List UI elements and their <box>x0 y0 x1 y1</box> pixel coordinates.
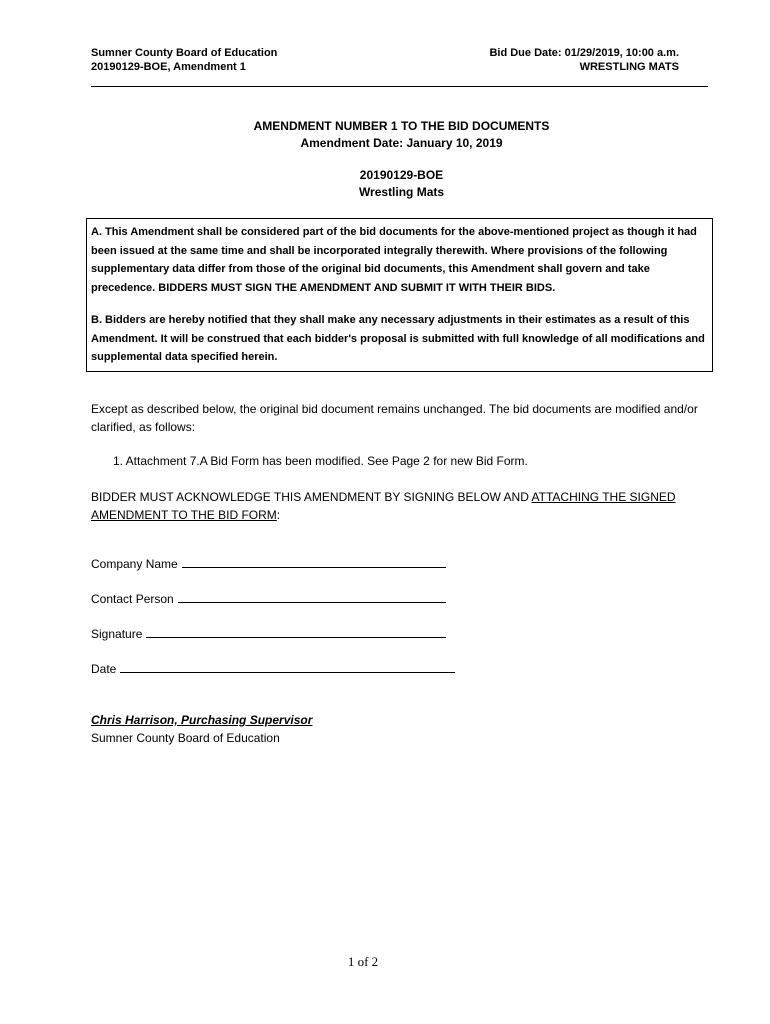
date-label: Date <box>91 662 117 676</box>
acknowledge-paragraph <box>91 488 712 524</box>
date-line[interactable] <box>120 671 455 673</box>
signature-line[interactable] <box>146 636 446 638</box>
signature-label: Signature <box>91 627 143 641</box>
except-paragraph: Except as described below, the original bid document remains unchanged. The bid documents are modified and/or clarified, as follows: <box>91 402 698 434</box>
notice-box <box>86 218 713 372</box>
page-number: 1 of 2 <box>347 954 379 969</box>
bid-number: 20190129-BOE <box>359 168 444 182</box>
contact-person-field[interactable] <box>91 591 446 607</box>
notice-paragraph-b: B. Bidders are hereby notified that they shall make any necessary adjustments in their estimates as a result of this Amendment. It will be construed that each bidder's proposal is submitted with full knowledge of all modifications and supplemental data specified herein. <box>91 314 705 363</box>
header-divider <box>91 86 708 87</box>
signer-organization: Sumner County Board of Education <box>91 731 280 745</box>
header-due-date: Bid Due Date: 01/29/2019, 10:00 a.m. <box>489 47 679 59</box>
bid-subject: Wrestling Mats <box>358 185 445 199</box>
header-left <box>91 46 277 74</box>
list-item: 1. Attachment 7.A Bid Form has been modified. See Page 2 for new Bid Form. <box>113 454 528 468</box>
acknowledge-end: : <box>276 508 281 522</box>
notice-paragraph-a: A. This Amendment shall be considered part of the bid documents for the above-mentioned project as though it had been issued at the same time and shall be incorporated integrally therewith. Where provisions of the following supplementary data differ from those of the original bid documents, this Amendment shall govern and take precedence. BIDDERS MUST SIGN THE AMENDMENT AND SUBMIT IT WITH THEIR BIDS. <box>91 226 697 294</box>
header-organization: Sumner County Board of Education <box>91 47 278 59</box>
signature-field[interactable] <box>91 626 446 642</box>
signer-name: Chris Harrison, Purchasing Supervisor <box>91 713 313 727</box>
header-right <box>489 46 679 74</box>
acknowledge-text: BIDDER MUST ACKNOWLEDGE THIS AMENDMENT BY SIGNING BELOW AND <box>91 490 532 504</box>
contact-person-label: Contact Person <box>91 592 174 606</box>
date-field[interactable] <box>91 661 455 677</box>
acknowledge-underlined-text: ATTACHING THE SIGNED AMENDMENT TO THE BID FORM <box>91 490 676 522</box>
document-title: AMENDMENT NUMBER 1 TO THE BID DOCUMENTS <box>253 119 550 133</box>
contact-person-line[interactable] <box>178 601 446 603</box>
company-name-line[interactable] <box>182 566 446 568</box>
header-bid-number: 20190129-BOE, Amendment 1 <box>91 61 246 73</box>
amendment-date: Amendment Date: January 10, 2019 <box>300 136 503 150</box>
title-block <box>91 118 712 201</box>
header-subject: WRESTLING MATS <box>579 61 679 73</box>
company-name-label: Company Name <box>91 557 178 571</box>
company-name-field[interactable] <box>91 556 446 572</box>
